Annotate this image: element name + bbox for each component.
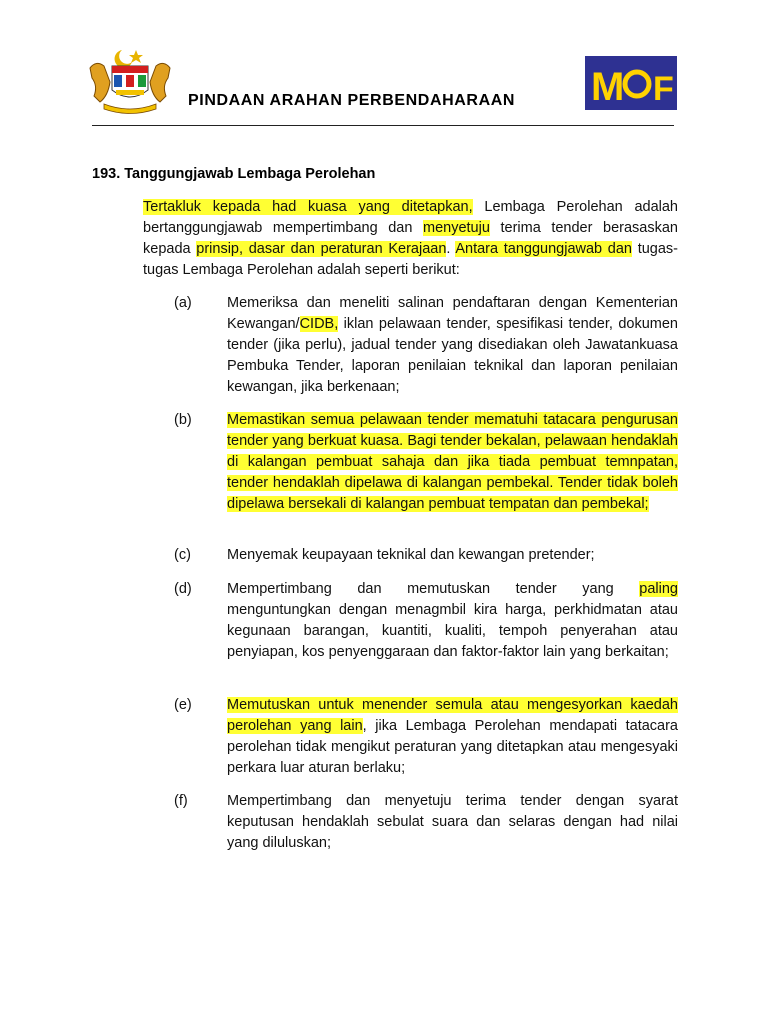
list-item-label: (d) [174, 581, 192, 597]
highlighted-text: Memutuskan untuk menender semula atau mengesyorkan kaedah perolehan yang lain [227, 697, 678, 734]
header-divider [92, 125, 674, 126]
highlighted-text: paling [639, 581, 678, 597]
malaysia-coat-of-arms-icon [86, 46, 174, 114]
mof-logo-icon [585, 56, 677, 110]
list-item-text [227, 293, 678, 398]
list-item-label: (a) [174, 295, 192, 311]
text-segment: , jika Lembaga Perolehan mendapati tatacara perolehan tidak mengikut peraturan yang ditetapkan atau mengesyaki perkara luar aturan berlaku; [227, 718, 679, 776]
highlighted-text: Memastikan semua pelawaan tender mematuhi tatacara pengurusan tender yang berkuat kuasa. Bagi tender bekalan, pelawaan hendaklah di kalangan pembuat sahaja dan jika tiada pembuat temnpatan, tender hendaklah dipelawa di kalangan pembekal. Tender tidak boleh dipelawa bersekali di kalangan pembuat tempatan dan pembekal; [227, 412, 678, 512]
text-segment: Mempertimbang dan menyetuju terima tender dengan syarat keputusan hendaklah sebulat suara dan selaras dengan had nilai yang diluluskan; [227, 793, 678, 851]
text-segment: menguntungkan dengan menagmbil kira harga, perkhidmatan atau kegunaan barangan, kuantiti, kualiti, tempoh penyerahan atau penyiapan, kos penyenggaraan dan faktor-faktor lain yang berkaitan; [227, 602, 678, 660]
text-segment: . [446, 241, 456, 257]
section-heading: 193. Tanggungjawab Lembaga Perolehan [92, 166, 376, 182]
highlighted-text: prinsip, dasar dan peraturan Kerajaan [196, 241, 447, 257]
svg-text:F: F [653, 70, 674, 108]
list-item-text [227, 791, 678, 854]
text-segment: Menyemak keupayaan teknikal dan kewangan pretender; [227, 547, 595, 563]
list-item-text [227, 579, 678, 663]
list-item-text [227, 410, 678, 515]
mof-logo-text: M [591, 65, 625, 109]
list-item-text [227, 545, 678, 566]
list-item-label: (f) [174, 793, 188, 809]
highlighted-text: CIDB, [299, 316, 339, 332]
highlighted-text: menyetuju [423, 220, 490, 236]
text-segment: Mempertimbang dan memutuskan tender yang [227, 581, 640, 597]
list-item [174, 410, 678, 515]
highlighted-text: Antara tanggungjawab dan [455, 241, 632, 257]
text-segment: iklan pelawaan tender, spesifikasi tender, dokumen tender (jika perlu), jadual tender yang disediakan oleh Jawatankuasa Pembuka Tender, laporan penilaian teknikal dan laporan penilaian kewangan, jika berkenaan; [227, 316, 678, 395]
list-item [174, 579, 678, 663]
list-item [174, 293, 678, 398]
list-item [174, 791, 678, 854]
intro-paragraph [143, 197, 678, 281]
text-segment: terima tender berasaskan kepada [143, 220, 678, 257]
highlighted-text: Tertakluk kepada had kuasa yang ditetapkan, [143, 199, 473, 215]
document-title: PINDAAN ARAHAN PERBENDAHARAAN [188, 92, 516, 109]
list-item-label: (c) [174, 547, 191, 563]
list-item-label: (b) [174, 412, 192, 428]
text-segment: Lembaga Perolehan adalah bertanggungjawab mempertimbang dan [143, 199, 678, 236]
list-item [174, 695, 678, 779]
list-item-label: (e) [174, 697, 192, 713]
list-item-text [227, 695, 678, 779]
list-item [174, 545, 678, 566]
text-segment: tugas-tugas Lembaga Perolehan adalah seperti berikut: [143, 241, 678, 278]
text-segment: Memeriksa dan meneliti salinan pendaftaran dengan Kementerian Kewangan/ [227, 295, 678, 332]
